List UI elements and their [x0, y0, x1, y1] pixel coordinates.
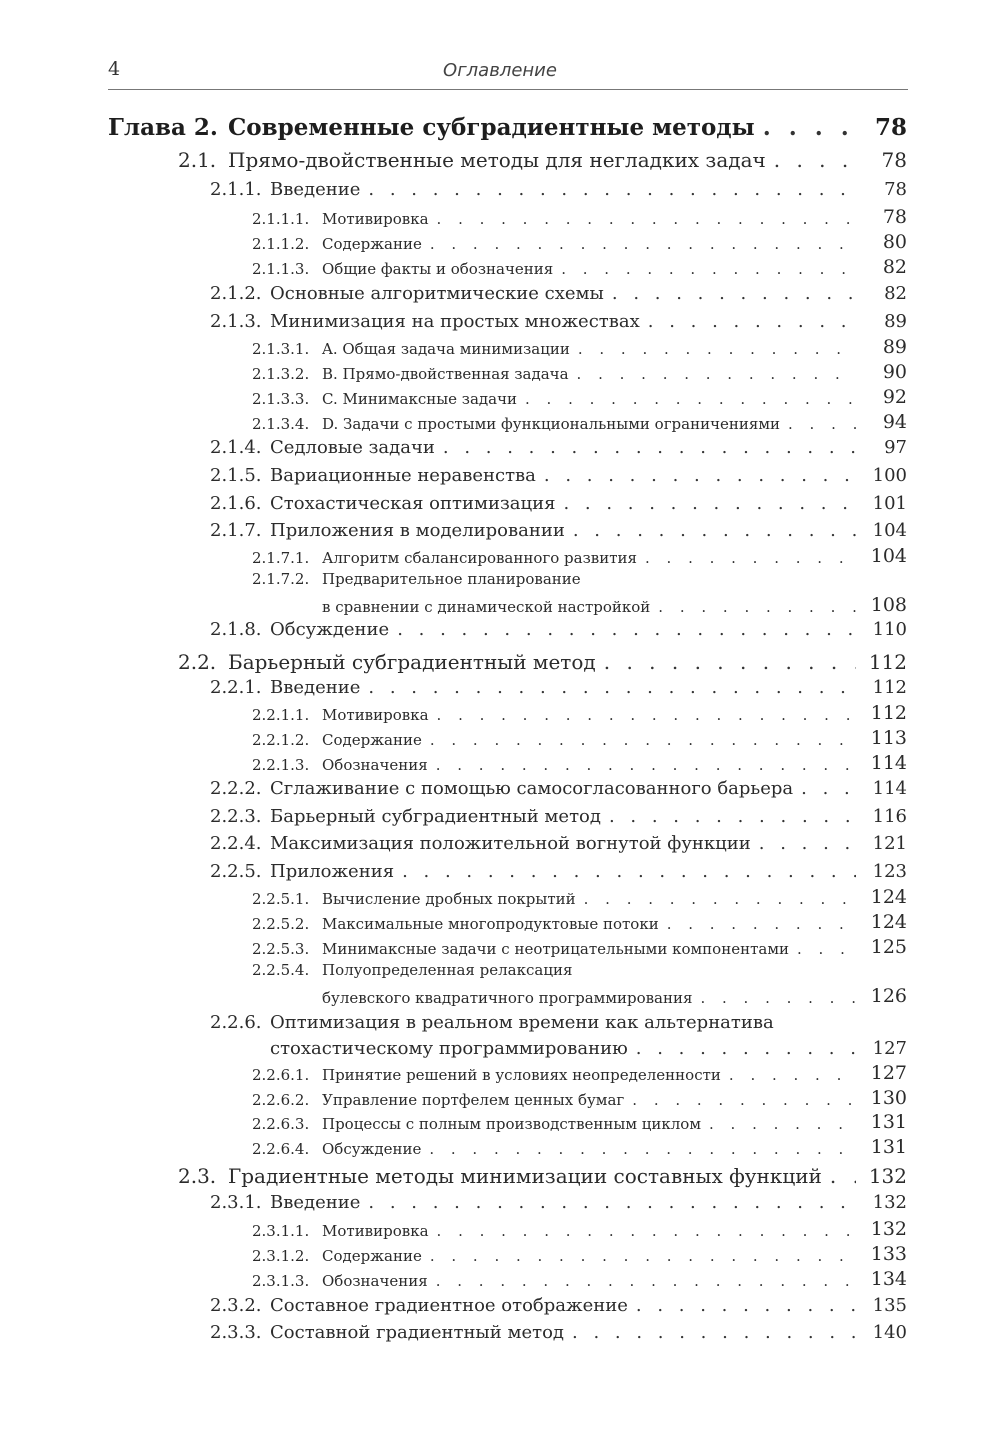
toc-leader — [636, 1038, 856, 1059]
toc-entry[interactable] — [210, 1322, 907, 1343]
toc-title: Сглаживание с помощью самосогласованного барьера — [270, 778, 794, 799]
toc-entry[interactable] — [252, 1136, 907, 1158]
toc-number: 2.1.2. — [210, 283, 262, 304]
toc-number: 2.1.1.1. — [252, 210, 310, 228]
toc-number: 2.1.3.3. — [252, 390, 310, 408]
toc-leader — [563, 493, 856, 514]
toc-number: 2.3. — [178, 1164, 217, 1188]
toc-number: 2.1.7.2. — [252, 570, 310, 588]
toc-entry[interactable] — [252, 256, 907, 278]
toc-page: 78 — [884, 179, 907, 200]
toc-number: Глава 2. — [108, 114, 218, 141]
toc-page: 132 — [870, 1218, 907, 1240]
toc-page: 82 — [882, 256, 907, 278]
toc-entry[interactable] — [210, 806, 907, 827]
toc-entry[interactable] — [210, 520, 907, 541]
toc-page: 114 — [870, 752, 907, 774]
toc-title: C. Минимаксные задачи — [322, 390, 518, 408]
toc-title: Вычисление дробных покрытий — [322, 890, 576, 908]
toc-page: 133 — [870, 1243, 907, 1265]
toc-entry[interactable] — [210, 833, 907, 854]
toc-leader — [578, 340, 856, 358]
toc-title: Максимизация положительной вогнутой функции — [270, 833, 751, 854]
toc-number: 2.3.1.2. — [252, 1247, 310, 1265]
toc-number: 2.3.3. — [210, 1322, 262, 1343]
toc-leader — [437, 1222, 856, 1240]
toc-entry[interactable] — [252, 702, 907, 724]
toc-title: Обозначения — [322, 1272, 428, 1290]
toc-page: 113 — [870, 727, 907, 749]
toc-entry[interactable] — [252, 545, 907, 567]
toc-leader — [436, 756, 856, 774]
toc-title: Общие факты и обозначения — [322, 260, 554, 278]
toc-title-continuation: булевского квадратичного программирования — [322, 989, 693, 1007]
toc-entry[interactable] — [210, 465, 907, 486]
page-number: 4 — [108, 58, 121, 80]
toc-entry[interactable] — [270, 1038, 907, 1059]
toc-title: Барьерный субградиентный метод — [270, 806, 601, 827]
toc-title: Основные алгоритмические схемы — [270, 283, 604, 304]
toc-page: 140 — [872, 1322, 907, 1343]
toc-number: 2.1.6. — [210, 493, 262, 514]
toc-leader — [648, 311, 856, 332]
toc-entry[interactable] — [322, 594, 907, 616]
toc-page: 89 — [882, 336, 907, 358]
toc-title: Приложения в моделировании — [270, 520, 565, 541]
toc-page: 112 — [872, 677, 907, 698]
toc-number: 2.1. — [178, 148, 217, 172]
toc-title: Барьерный субградиентный метод — [228, 650, 596, 674]
toc-page: 100 — [872, 465, 907, 486]
toc-page: 116 — [872, 806, 907, 827]
toc-page: 130 — [870, 1087, 907, 1109]
toc-page: 131 — [870, 1111, 907, 1133]
toc-leader — [667, 915, 856, 933]
toc-page: 78 — [881, 148, 907, 172]
toc-leader — [436, 1272, 856, 1290]
toc-title: Минимаксные задачи с неотрицательными компонентами — [322, 940, 789, 958]
toc-entry[interactable] — [252, 361, 907, 383]
toc-title: Стохастическая оптимизация — [270, 493, 556, 514]
toc-number: 2.1.3. — [210, 311, 262, 332]
toc-page: 132 — [868, 1164, 907, 1188]
toc-leader — [830, 1164, 856, 1188]
toc-title: Обозначения — [322, 756, 428, 774]
toc-title: Предварительное планирование — [322, 570, 581, 588]
toc-entry[interactable] — [252, 1268, 907, 1290]
toc-leader — [430, 235, 856, 253]
toc-page: 78 — [874, 114, 907, 141]
toc-page: 114 — [872, 778, 907, 799]
toc-leader — [402, 861, 856, 882]
toc-entry[interactable] — [252, 1111, 907, 1133]
toc-entry[interactable] — [178, 1164, 907, 1188]
toc-entry-first-line[interactable] — [252, 570, 581, 588]
toc-number: 2.2.2. — [210, 778, 262, 799]
toc-number: 2.2.4. — [210, 833, 262, 854]
toc-number: 2.2.1.3. — [252, 756, 310, 774]
toc-number: 2.2. — [178, 650, 217, 674]
toc-leader — [572, 1322, 856, 1343]
toc-title: Прямо-двойственные методы для негладких задач — [228, 148, 766, 172]
toc-number: 2.2.5. — [210, 861, 262, 882]
toc-leader — [561, 260, 856, 278]
toc-leader — [609, 806, 856, 827]
toc-leader — [437, 210, 856, 228]
toc-entry[interactable] — [178, 650, 907, 674]
toc-title: Мотивировка — [322, 706, 429, 724]
toc-entry[interactable] — [210, 1295, 907, 1316]
toc-leader — [573, 520, 856, 541]
toc-number: 2.2.6. — [210, 1012, 262, 1033]
toc-page: 126 — [870, 985, 907, 1007]
toc-entry[interactable] — [210, 493, 907, 514]
toc-entry[interactable] — [210, 861, 907, 882]
toc-page: 134 — [870, 1268, 907, 1290]
toc-leader — [368, 1192, 856, 1213]
toc-title: A. Общая задача минимизации — [322, 340, 570, 358]
toc-title: Управление портфелем ценных бумаг — [322, 1091, 625, 1109]
toc-entry[interactable] — [210, 283, 907, 304]
toc-entry[interactable] — [252, 936, 907, 958]
toc-entry[interactable] — [252, 336, 907, 358]
toc-entry[interactable] — [252, 1243, 907, 1265]
toc-entry[interactable] — [252, 727, 907, 749]
toc-page: 101 — [872, 493, 907, 514]
toc-number: 2.2.1. — [210, 677, 262, 698]
toc-number: 2.2.6.1. — [252, 1066, 310, 1084]
toc-number: 2.2.5.2. — [252, 915, 310, 933]
toc-title-continuation: стохастическому программированию — [270, 1038, 628, 1059]
toc-title: Содержание — [322, 1247, 422, 1265]
toc-number: 2.1.5. — [210, 465, 262, 486]
toc-leader — [645, 549, 856, 567]
toc-entry[interactable] — [210, 1192, 907, 1213]
toc-page: 78 — [882, 206, 907, 228]
toc-leader — [437, 706, 856, 724]
toc-title: Составной градиентный метод — [270, 1322, 565, 1343]
toc-number: 2.1.7. — [210, 520, 262, 541]
toc-title: Седловые задачи — [270, 437, 435, 458]
toc-entry[interactable] — [178, 148, 907, 172]
toc-entry[interactable] — [322, 985, 907, 1007]
toc-leader — [632, 1091, 856, 1109]
toc-leader — [774, 148, 856, 172]
toc-entry-first-line[interactable] — [210, 1012, 774, 1033]
toc-page: 127 — [872, 1038, 907, 1059]
toc-title: Обсуждение — [322, 1140, 422, 1158]
toc-leader — [636, 1295, 856, 1316]
toc-title: Приложения — [270, 861, 395, 882]
toc-entry[interactable] — [252, 911, 907, 933]
toc-title: Оптимизация в реальном времени как альтернатива — [270, 1012, 774, 1033]
toc-entry[interactable] — [210, 778, 907, 799]
toc-title: Введение — [270, 677, 361, 698]
toc-leader — [729, 1066, 856, 1084]
toc-page: 97 — [884, 437, 907, 458]
toc-number: 2.1.1.2. — [252, 235, 310, 253]
toc-number: 2.2.1.2. — [252, 731, 310, 749]
toc-leader — [430, 731, 856, 749]
toc-number: 2.2.3. — [210, 806, 262, 827]
toc-number: 2.1.3.2. — [252, 365, 310, 383]
toc-leader — [604, 650, 856, 674]
toc-leader — [763, 114, 863, 141]
toc-leader — [397, 619, 856, 640]
toc-leader — [658, 598, 856, 616]
toc-number: 2.2.6.4. — [252, 1140, 310, 1158]
toc-title: Содержание — [322, 235, 422, 253]
toc-number: 2.1.1. — [210, 179, 262, 200]
running-title: Оглавление — [443, 60, 557, 81]
toc-title: Алгоритм сбалансированного развития — [322, 549, 637, 567]
toc-page: 94 — [882, 411, 907, 433]
toc-number: 2.1.4. — [210, 437, 262, 458]
toc-number: 2.3.2. — [210, 1295, 262, 1316]
toc-title: Принятие решений в условиях неопределенности — [322, 1066, 721, 1084]
toc-entry[interactable] — [252, 886, 907, 908]
toc-page: 90 — [882, 361, 907, 383]
toc-page: 124 — [870, 911, 907, 933]
toc-page: 80 — [882, 231, 907, 253]
toc-entry[interactable] — [210, 677, 907, 698]
toc-entry[interactable] — [252, 231, 907, 253]
toc-leader — [759, 833, 856, 854]
toc-leader — [577, 365, 856, 383]
toc-entry[interactable] — [252, 1218, 907, 1240]
toc-title: B. Прямо-двойственная задача — [322, 365, 569, 383]
toc-number: 2.2.6.3. — [252, 1115, 310, 1133]
toc-entry[interactable] — [210, 437, 907, 458]
toc-leader — [368, 179, 856, 200]
toc-title: Мотивировка — [322, 1222, 429, 1240]
toc-page: 123 — [872, 861, 907, 882]
toc-page: 104 — [872, 520, 907, 541]
toc-entry[interactable] — [210, 311, 907, 332]
toc-page: 125 — [870, 936, 907, 958]
toc-leader — [709, 1115, 856, 1133]
toc-page: 92 — [882, 386, 907, 408]
toc-page: 135 — [872, 1295, 907, 1316]
toc-page: 89 — [884, 311, 907, 332]
toc-number: 2.3.1.3. — [252, 1272, 310, 1290]
toc-entry[interactable] — [252, 386, 907, 408]
toc-title: Составное градиентное отображение — [270, 1295, 628, 1316]
toc-page: 110 — [872, 619, 907, 640]
toc-title: Процессы с полным производственным циклом — [322, 1115, 701, 1133]
toc-page: 112 — [870, 702, 907, 724]
toc-leader — [429, 1140, 856, 1158]
toc-leader — [700, 989, 856, 1007]
toc-number: 2.2.5.3. — [252, 940, 310, 958]
toc-leader — [368, 677, 856, 698]
toc-number: 2.3.1.1. — [252, 1222, 310, 1240]
toc-title: Вариационные неравенства — [270, 465, 536, 486]
toc-page: 104 — [870, 545, 907, 567]
toc-leader — [801, 778, 856, 799]
toc-leader — [430, 1247, 856, 1265]
toc-leader — [443, 437, 856, 458]
toc-number: 2.2.1.1. — [252, 706, 310, 724]
toc-leader — [612, 283, 856, 304]
toc-title: Обсуждение — [270, 619, 390, 640]
toc-number: 2.1.3.1. — [252, 340, 310, 358]
toc-page: 131 — [870, 1136, 907, 1158]
toc-page: 82 — [884, 283, 907, 304]
toc-leader — [544, 465, 856, 486]
toc-entry[interactable] — [252, 1062, 907, 1084]
toc-title: Введение — [270, 179, 361, 200]
toc-leader — [788, 415, 856, 433]
toc-leader — [525, 390, 856, 408]
toc-entry[interactable] — [210, 179, 907, 200]
toc-number: 2.2.5.4. — [252, 961, 310, 979]
toc-chapter[interactable] — [108, 114, 907, 141]
toc-number: 2.1.8. — [210, 619, 262, 640]
toc-entry[interactable] — [252, 411, 907, 433]
toc-title: Содержание — [322, 731, 422, 749]
toc-entry[interactable] — [210, 619, 907, 640]
toc-leader — [584, 890, 856, 908]
toc-entry[interactable] — [252, 752, 907, 774]
toc-number: 2.2.5.1. — [252, 890, 310, 908]
toc-number: 2.1.3.4. — [252, 415, 310, 433]
toc-page: 108 — [870, 594, 907, 616]
toc-entry-first-line[interactable] — [252, 961, 572, 979]
toc-entry[interactable] — [252, 1087, 907, 1109]
toc-title: Полуопределенная релаксация — [322, 961, 573, 979]
toc-number: 2.3.1. — [210, 1192, 262, 1213]
toc-page: 132 — [872, 1192, 907, 1213]
toc-leader — [797, 940, 856, 958]
toc-title: Максимальные многопродуктовые потоки — [322, 915, 659, 933]
toc-page: 124 — [870, 886, 907, 908]
toc-page: 121 — [872, 833, 907, 854]
toc-title: Современные субградиентные методы — [228, 114, 755, 141]
toc-number: 2.1.7.1. — [252, 549, 310, 567]
toc-page: 112 — [868, 650, 907, 674]
toc-title: Мотивировка — [322, 210, 429, 228]
toc-title: Градиентные методы минимизации составных функций — [228, 1164, 822, 1188]
toc-entry[interactable] — [252, 206, 907, 228]
toc-number: 2.1.1.3. — [252, 260, 310, 278]
toc-title: D. Задачи с простыми функциональными ограничениями — [322, 415, 781, 433]
toc-number: 2.2.6.2. — [252, 1091, 310, 1109]
toc-title-continuation: в сравнении с динамической настройкой — [322, 598, 651, 616]
toc-title: Минимизация на простых множествах — [270, 311, 640, 332]
toc-page: 127 — [870, 1062, 907, 1084]
toc-title: Введение — [270, 1192, 361, 1213]
